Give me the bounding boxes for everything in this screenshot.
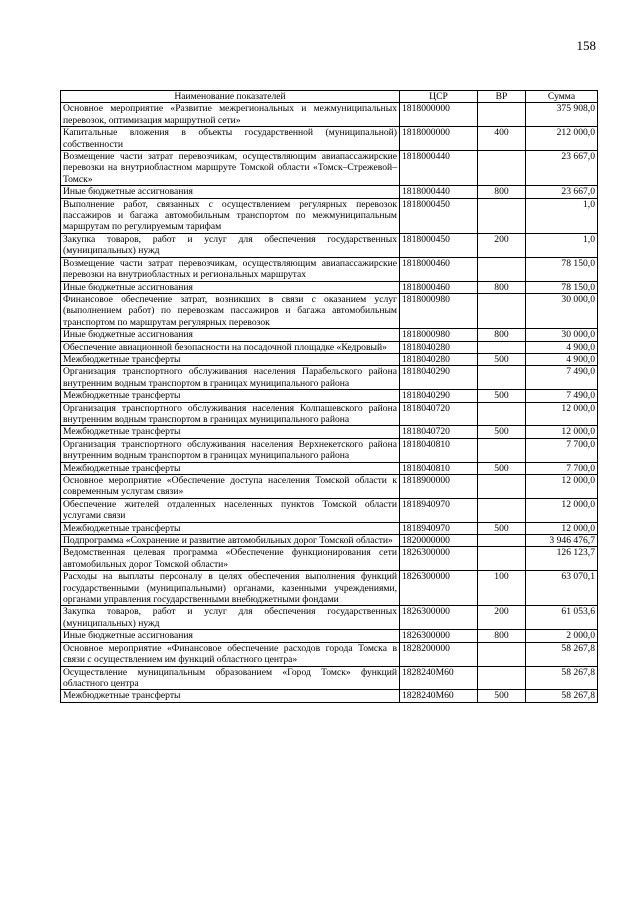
row-name-cell: Капитальные вложения в объекты государственной (муниципальной) собственности <box>61 127 400 151</box>
row-vr-cell: 400 <box>478 127 526 151</box>
row-sum-cell: 23 667,0 <box>526 186 598 198</box>
row-sum-cell: 4 900,0 <box>526 341 598 353</box>
row-vr-cell: 500 <box>478 390 526 402</box>
row-csr-cell: 1818000000 <box>400 127 478 151</box>
row-name-cell: Иные бюджетные ассигнования <box>61 186 400 198</box>
row-name-cell: Межбюджетные трансферты <box>61 426 400 438</box>
row-name-cell: Межбюджетные трансферты <box>61 390 400 402</box>
row-name-cell: Выполнение работ, связанных с осуществлением регулярных перевозок пассажиров и багажа автомобильным транспортом по межмуниципальным маршрутам по регулируемым тарифам <box>61 198 400 233</box>
table-row <box>61 233 598 257</box>
row-name-cell: Подпрограмма «Сохранение и развитие автомобильных дорог Томской области» <box>61 535 400 547</box>
row-csr-cell: 1818040280 <box>400 353 478 365</box>
row-csr-cell: 1818000450 <box>400 198 478 233</box>
table-row <box>61 535 598 547</box>
row-csr-cell: 1818000440 <box>400 186 478 198</box>
row-vr-cell: 800 <box>478 329 526 341</box>
row-name-cell: Организация транспортного обслуживания населения Колпашевского района внутренним водным транспортом в границах муниципального района <box>61 402 400 426</box>
row-vr-cell: 100 <box>478 571 526 606</box>
table-row <box>61 186 598 198</box>
row-csr-cell: 1818940970 <box>400 498 478 522</box>
header-csr: ЦСР <box>400 91 478 103</box>
row-sum-cell: 12 000,0 <box>526 475 598 499</box>
row-name-cell: Основное мероприятие «Развитие межрегиональных и межмуниципальных перевозок, оптимизация маршрутной сети» <box>61 103 400 127</box>
row-sum-cell: 30 000,0 <box>526 293 598 328</box>
row-csr-cell: 1818000460 <box>400 281 478 293</box>
row-sum-cell: 7 490,0 <box>526 390 598 402</box>
table-row <box>61 103 598 127</box>
row-vr-cell <box>478 151 526 186</box>
row-sum-cell: 12 000,0 <box>526 498 598 522</box>
row-sum-cell: 12 000,0 <box>526 426 598 438</box>
table-row <box>61 547 598 571</box>
row-csr-cell: 1828240М60 <box>400 690 478 702</box>
row-sum-cell: 61 053,6 <box>526 606 598 630</box>
row-name-cell: Закупка товаров, работ и услуг для обеспечения государственных (муниципальных) нужд <box>61 606 400 630</box>
page-number: 158 <box>576 38 596 53</box>
row-sum-cell: 7 490,0 <box>526 366 598 390</box>
row-sum-cell: 7 700,0 <box>526 438 598 462</box>
row-csr-cell: 1826300000 <box>400 547 478 571</box>
row-vr-cell <box>478 341 526 353</box>
row-name-cell: Закупка товаров, работ и услуг для обеспечения государственных (муниципальных) нужд <box>61 233 400 257</box>
table-body <box>61 103 598 702</box>
table-row <box>61 402 598 426</box>
row-sum-cell: 375 908,0 <box>526 103 598 127</box>
row-name-cell: Иные бюджетные ассигнования <box>61 281 400 293</box>
row-vr-cell: 500 <box>478 462 526 474</box>
table-row <box>61 426 598 438</box>
row-vr-cell: 500 <box>478 353 526 365</box>
row-sum-cell: 212 000,0 <box>526 127 598 151</box>
row-vr-cell <box>478 293 526 328</box>
table-row <box>61 606 598 630</box>
row-vr-cell <box>478 666 526 690</box>
row-vr-cell <box>478 402 526 426</box>
row-name-cell: Финансовое обеспечение затрат, возникших в связи с оказанием услуг (выполнением работ) по перевозкам пассажиров и багажа автомобильным транспортом по маршрутам регулярных перевозок <box>61 293 400 328</box>
table-row <box>61 498 598 522</box>
table-row <box>61 571 598 606</box>
row-sum-cell: 2 000,0 <box>526 630 598 642</box>
row-sum-cell: 126 123,7 <box>526 547 598 571</box>
row-vr-cell <box>478 366 526 390</box>
table-row <box>61 151 598 186</box>
row-sum-cell: 12 000,0 <box>526 522 598 534</box>
row-sum-cell: 7 700,0 <box>526 462 598 474</box>
table-row <box>61 353 598 365</box>
table-row <box>61 127 598 151</box>
row-vr-cell: 800 <box>478 281 526 293</box>
row-sum-cell: 4 900,0 <box>526 353 598 365</box>
header-sum: Сумма <box>526 91 598 103</box>
row-name-cell: Обеспечение авиационной безопасности на посадочной площадке «Кедровый» <box>61 341 400 353</box>
table-row <box>61 198 598 233</box>
table-row <box>61 281 598 293</box>
table-row <box>61 438 598 462</box>
row-csr-cell: 1826300000 <box>400 606 478 630</box>
row-csr-cell: 1818900000 <box>400 475 478 499</box>
table-row <box>61 630 598 642</box>
row-vr-cell <box>478 642 526 666</box>
row-csr-cell: 1818000450 <box>400 233 478 257</box>
table-row <box>61 257 598 281</box>
row-csr-cell: 1818000980 <box>400 329 478 341</box>
table-header-row <box>61 91 598 103</box>
row-csr-cell: 1820000000 <box>400 535 478 547</box>
row-sum-cell: 58 267,8 <box>526 642 598 666</box>
row-csr-cell: 1818040290 <box>400 366 478 390</box>
budget-table <box>60 90 598 703</box>
row-name-cell: Межбюджетные трансферты <box>61 353 400 365</box>
row-sum-cell: 78 150,0 <box>526 257 598 281</box>
row-csr-cell: 1828200000 <box>400 642 478 666</box>
row-csr-cell: 1818040720 <box>400 426 478 438</box>
row-vr-cell <box>478 547 526 571</box>
row-name-cell: Иные бюджетные ассигнования <box>61 329 400 341</box>
table-row <box>61 329 598 341</box>
row-name-cell: Межбюджетные трансферты <box>61 462 400 474</box>
row-vr-cell: 800 <box>478 630 526 642</box>
table-row <box>61 462 598 474</box>
table-row <box>61 642 598 666</box>
row-vr-cell <box>478 535 526 547</box>
row-sum-cell: 58 267,8 <box>526 690 598 702</box>
row-name-cell: Основное мероприятие «Обеспечение доступа населения Томской области к современным услугам связи» <box>61 475 400 499</box>
row-vr-cell <box>478 198 526 233</box>
row-sum-cell: 1,0 <box>526 233 598 257</box>
row-csr-cell: 1818000460 <box>400 257 478 281</box>
table-row <box>61 475 598 499</box>
row-name-cell: Межбюджетные трансферты <box>61 522 400 534</box>
row-name-cell: Расходы на выплаты персоналу в целях обеспечения выполнения функций государственными (муниципальными) органами, казенными учреждениями, органами управления государственными внебюджетными фондами <box>61 571 400 606</box>
row-name-cell: Обеспечение жителей отдаленных населенных пунктов Томской области услугами связи <box>61 498 400 522</box>
row-name-cell: Иные бюджетные ассигнования <box>61 630 400 642</box>
row-name-cell: Осуществление муниципальным образованием «Город Томск» функций областного центра <box>61 666 400 690</box>
row-sum-cell: 23 667,0 <box>526 151 598 186</box>
row-sum-cell: 63 070,1 <box>526 571 598 606</box>
row-vr-cell <box>478 438 526 462</box>
row-csr-cell: 1818040290 <box>400 390 478 402</box>
row-sum-cell: 1,0 <box>526 198 598 233</box>
row-csr-cell: 1818000980 <box>400 293 478 328</box>
table-row <box>61 522 598 534</box>
table-row <box>61 666 598 690</box>
row-vr-cell: 200 <box>478 606 526 630</box>
row-sum-cell: 3 946 476,7 <box>526 535 598 547</box>
header-name: Наименование показателей <box>61 91 400 103</box>
row-name-cell: Основное мероприятие «Финансовое обеспечение расходов города Томска в связи с осуществлением им функций областного центра» <box>61 642 400 666</box>
row-csr-cell: 1818040720 <box>400 402 478 426</box>
row-sum-cell: 58 267,8 <box>526 666 598 690</box>
row-vr-cell: 200 <box>478 233 526 257</box>
row-name-cell: Ведомственная целевая программа «Обеспечение функционирования сети автомобильных дорог Томской области» <box>61 547 400 571</box>
row-name-cell: Возмещение части затрат перевозчикам, осуществляющим авиапассажирские перевозки на внутриобластном маршруте Томской области «Томск–Стрежевой–Томск» <box>61 151 400 186</box>
row-vr-cell <box>478 103 526 127</box>
row-vr-cell <box>478 257 526 281</box>
row-vr-cell: 500 <box>478 522 526 534</box>
row-name-cell: Возмещение части затрат перевозчикам, осуществляющим авиапассажирские перевозки на внутриобластных и региональных маршрутах <box>61 257 400 281</box>
row-csr-cell: 1818040810 <box>400 462 478 474</box>
row-csr-cell: 1818000000 <box>400 103 478 127</box>
table-row <box>61 341 598 353</box>
row-sum-cell: 30 000,0 <box>526 329 598 341</box>
row-csr-cell: 1818040280 <box>400 341 478 353</box>
table-row <box>61 366 598 390</box>
row-vr-cell <box>478 498 526 522</box>
row-csr-cell: 1818000440 <box>400 151 478 186</box>
table-row <box>61 390 598 402</box>
row-vr-cell: 500 <box>478 690 526 702</box>
table-row <box>61 293 598 328</box>
row-sum-cell: 12 000,0 <box>526 402 598 426</box>
row-csr-cell: 1826300000 <box>400 571 478 606</box>
row-csr-cell: 1818940970 <box>400 522 478 534</box>
row-vr-cell: 500 <box>478 426 526 438</box>
row-csr-cell: 1818040810 <box>400 438 478 462</box>
row-csr-cell: 1826300000 <box>400 630 478 642</box>
table-row <box>61 690 598 702</box>
row-name-cell: Межбюджетные трансферты <box>61 690 400 702</box>
row-csr-cell: 1828240М60 <box>400 666 478 690</box>
row-sum-cell: 78 150,0 <box>526 281 598 293</box>
row-vr-cell <box>478 475 526 499</box>
row-name-cell: Организация транспортного обслуживания населения Парабельского района внутренним водным транспортом в границах муниципального района <box>61 366 400 390</box>
header-vr: ВР <box>478 91 526 103</box>
row-vr-cell: 800 <box>478 186 526 198</box>
row-name-cell: Организация транспортного обслуживания населения Верхнекетского района внутренним водным транспортом в границах муниципального района <box>61 438 400 462</box>
